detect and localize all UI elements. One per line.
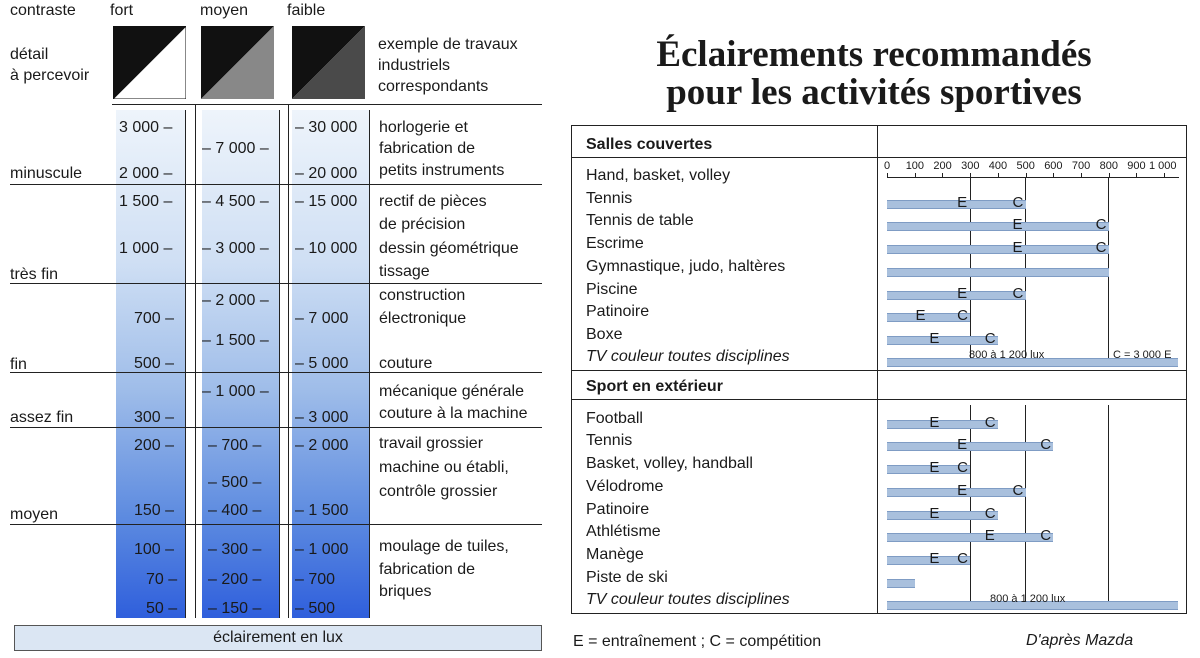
faible-value: – 15 000 [295, 193, 358, 210]
x-tick-label: 100 [905, 160, 925, 172]
bar-label-c: C [1012, 194, 1024, 211]
x-tick-label: 900 [1127, 160, 1146, 172]
chart-rule [571, 370, 1187, 371]
detail-level: assez fin [10, 409, 74, 426]
x-tick-mark [1053, 173, 1054, 178]
contrast-fort-swatch [113, 26, 186, 99]
work-text: couture [379, 355, 433, 372]
x-tick-label: 500 [1016, 160, 1035, 172]
sport-label: Gymnastique, judo, haltères [586, 258, 786, 275]
row-rule [10, 524, 542, 525]
faible-value: – 1 000 [295, 541, 349, 558]
bar-label-c: C [957, 550, 968, 567]
bar-label-e: E [929, 330, 940, 347]
fort-value: 150 – [134, 502, 175, 519]
sport-label: Piste de ski [586, 569, 668, 586]
work-text: contrôle grossier [379, 483, 498, 500]
bar-label-c: C [1095, 216, 1107, 233]
fort-value: 2 000 – [119, 165, 173, 182]
sport-label: Boxe [586, 326, 623, 343]
work-text: travail grossier [379, 435, 484, 452]
bar [887, 511, 998, 520]
moyen-value: – 200 – [208, 571, 262, 588]
faible-value: – 10 000 [295, 240, 358, 257]
sport-label: Patinoire [586, 303, 650, 320]
x-tick-label: 700 [1071, 160, 1091, 172]
moyen-value: – 500 – [208, 474, 262, 491]
fort-value: 500 – [134, 355, 175, 372]
chart-source: D'après Mazda [1026, 632, 1134, 649]
x-tick-mark [887, 173, 888, 178]
bar [887, 268, 1109, 277]
x-tick-label: 600 [1044, 160, 1063, 172]
work-text: dessin géométrique [379, 240, 519, 257]
x-tick-mark [998, 173, 999, 178]
x-tick-label: 200 [933, 160, 952, 172]
work-text: briques [379, 583, 432, 600]
fort-value: 70 – [146, 571, 178, 588]
sport-label: Escrime [586, 235, 644, 252]
contrast-faible-swatch [292, 26, 365, 99]
bar-label-e: E [929, 505, 940, 522]
moyen-value: – 400 – [208, 502, 262, 519]
detail-header-line2: à percevoir [10, 67, 90, 84]
sport-label: Football [586, 410, 643, 427]
x-tick-mark [1136, 173, 1137, 178]
work-text: petits instruments [379, 162, 505, 179]
fort-value: 1 500 – [119, 193, 173, 210]
work-text: fabrication de [379, 140, 476, 157]
x-tick-mark [915, 173, 916, 178]
sport-label: Tennis de table [586, 212, 694, 229]
sport-label: Manège [586, 546, 644, 563]
faible-value: – 30 000 [295, 119, 358, 136]
fort-value: 1 000 – [119, 240, 173, 257]
example-header-line1: exemple de travaux [378, 36, 518, 53]
faible-value: – 7 000 [295, 310, 349, 327]
bar [887, 579, 915, 588]
bar [887, 442, 1053, 451]
bar-label-e: E [929, 459, 940, 476]
bar [887, 222, 1109, 231]
gridline-300 [970, 405, 971, 605]
work-text: construction [379, 287, 466, 304]
x-tick-mark [1081, 173, 1082, 178]
bar-label-e: E [929, 414, 940, 431]
column-divider [369, 110, 370, 618]
row-rule [10, 184, 542, 185]
bar-label-c: C [984, 414, 996, 431]
tv-note-indoor-c: C = 3 000 E [1113, 349, 1172, 361]
work-text: horlogerie et [379, 119, 468, 136]
example-header-line2: industriels [378, 57, 451, 74]
bar-label-c: C [957, 459, 968, 476]
sport-label: Hand, basket, volley [586, 167, 731, 184]
chart-rule [571, 399, 1187, 400]
bar-label-e: E [957, 436, 968, 453]
chart-legend: E = entraînement ; C = compétition [573, 633, 822, 650]
bar [887, 420, 998, 429]
work-text: électronique [379, 310, 467, 327]
bar-label-e: E [957, 194, 968, 211]
footer-label: éclairement en lux [213, 629, 343, 646]
x-axis-line [887, 177, 1179, 178]
bar [887, 336, 998, 345]
work-text: rectif de pièces [379, 193, 487, 210]
detail-level: minuscule [10, 165, 83, 182]
column-divider [288, 104, 289, 618]
bar-label-e: E [929, 550, 940, 567]
faible-value: – 1 500 [295, 502, 349, 519]
sport-label: Basket, volley, handball [586, 455, 753, 472]
contrast-moyen-swatch [201, 26, 274, 99]
header-rule [112, 104, 542, 105]
faible-value: – 500 [295, 600, 336, 617]
faible-value: – 20 000 [295, 165, 358, 182]
faible-value: – 700 [295, 571, 336, 588]
sport-label: Piscine [586, 281, 638, 298]
x-tick-label: 300 [961, 160, 980, 172]
bar-label-c: C [1040, 527, 1052, 544]
x-tick-label: 0 [884, 160, 891, 172]
gridline-500 [1025, 405, 1026, 605]
sport-label: Tennis [586, 190, 633, 207]
work-text: fabrication de [379, 561, 476, 578]
sport-label: Vélodrome [586, 478, 664, 495]
header-contraste: contraste [10, 2, 76, 19]
work-text: mécanique générale [379, 383, 524, 400]
bar-label-e: E [984, 527, 995, 544]
column-divider [185, 110, 186, 618]
work-text: tissage [379, 263, 430, 280]
sport-label: Tennis [586, 432, 633, 449]
fort-value: 3 000 – [119, 119, 173, 136]
chart-title-line1: Éclairements recommandés [656, 34, 1092, 75]
bar-label-c: C [984, 330, 996, 347]
detail-header-line1: détail [10, 46, 49, 63]
fort-value: 50 – [146, 600, 178, 617]
gridline-800 [1108, 405, 1109, 605]
fort-value: 100 – [134, 541, 175, 558]
group-header: Salles couvertes [586, 136, 713, 153]
sport-label: Athlétisme [586, 523, 661, 540]
column-divider [195, 104, 196, 618]
detail-level: très fin [10, 266, 59, 283]
bar-label-c: C [984, 505, 996, 522]
moyen-value: – 150 – [208, 600, 262, 617]
bar-label-e: E [957, 482, 968, 499]
detail-level: fin [10, 356, 27, 373]
bar-label-c: C [1095, 239, 1107, 256]
fort-value: 700 – [134, 310, 175, 327]
tv-note-indoor: 800 à 1 200 lux [969, 349, 1045, 361]
moyen-value: – 3 000 – [202, 240, 269, 257]
header-fort: fort [110, 2, 134, 19]
work-text: couture à la machine [379, 405, 528, 422]
bar-label-c: C [1012, 285, 1024, 302]
chart-title-line2: pour les activités sportives [666, 72, 1082, 113]
faible-value: – 2 000 [295, 437, 349, 454]
chart-rule [571, 157, 1187, 158]
sport-label: TV couleur toutes disciplines [586, 591, 790, 608]
column-divider [279, 110, 280, 618]
bar-label-c: C [957, 307, 968, 324]
group-header: Sport en extérieur [586, 378, 723, 395]
bar-label-e: E [915, 307, 926, 324]
bar-label-c: C [1040, 436, 1052, 453]
fort-value: 300 – [134, 409, 175, 426]
faible-value: – 3 000 [295, 409, 349, 426]
bar-label-e: E [1012, 239, 1023, 256]
moyen-value: – 300 – [208, 541, 262, 558]
x-tick-label: 800 [1099, 160, 1118, 172]
work-text: machine ou établi, [379, 459, 509, 476]
work-text: moulage de tuiles, [379, 538, 509, 555]
sport-label: Patinoire [586, 501, 650, 518]
example-header-line3: correspondants [378, 78, 489, 95]
x-tick-mark [942, 173, 943, 178]
header-faible: faible [287, 2, 326, 19]
bar-label-e: E [957, 285, 968, 302]
bar-label-e: E [1012, 216, 1023, 233]
moyen-value: – 700 – [208, 437, 262, 454]
moyen-value: – 1 500 – [202, 332, 269, 349]
bar-label-c: C [1012, 482, 1024, 499]
tv-note-outdoor: 800 à 1 200 lux [990, 593, 1066, 605]
moyen-value: – 2 000 – [202, 292, 269, 309]
bar [887, 245, 1109, 254]
row-rule [10, 283, 542, 284]
work-text: de précision [379, 216, 466, 233]
row-rule [10, 427, 542, 428]
moyen-value: – 7 000 – [202, 140, 269, 157]
row-rule [10, 372, 542, 373]
x-tick-label: 400 [988, 160, 1008, 172]
x-tick-label: 1 000 [1149, 160, 1177, 172]
moyen-value: – 1 000 – [202, 383, 269, 400]
header-moyen: moyen [200, 2, 249, 19]
x-tick-mark [1164, 173, 1165, 178]
moyen-value: – 4 500 – [202, 193, 269, 210]
fort-value: 200 – [134, 437, 175, 454]
faible-value: – 5 000 [295, 355, 349, 372]
detail-level: moyen [10, 506, 59, 523]
sport-label: TV couleur toutes disciplines [586, 348, 790, 365]
bar [887, 533, 1053, 542]
